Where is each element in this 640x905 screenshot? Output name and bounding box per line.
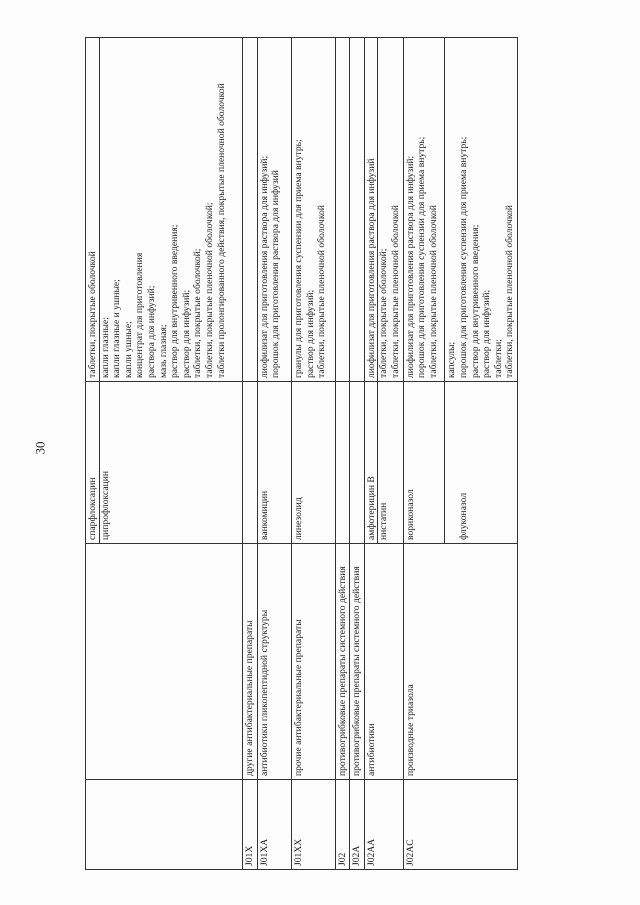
form-line: порошок для приготовления суспензии для приема внутрь; [416,136,428,378]
drug-cell [335,382,350,544]
group-cell: производные триазола [403,544,445,780]
form-cell [291,38,335,382]
group-cell: другие антибактериальные препараты [243,544,258,780]
table-row [86,38,243,870]
form-line: капли глазные и ушные; [111,279,123,378]
group-cell: антибиотики [364,544,403,780]
drug-name: нистатин [377,382,390,543]
form-line: капли глазные; [99,317,111,378]
form-line: таблетки, покрытые оболочкой [87,38,100,381]
atc-code-cell: J02AC [403,780,445,870]
group-cell: противогрибковые препараты системного действия [350,544,365,780]
atc-code-cell: J02A [350,780,365,870]
form-cell [445,38,518,382]
atc-code-cell: J01XA [257,780,291,870]
drug-name: ципрофлоксацин [99,382,112,543]
form-line: раствор для инфузий; [481,289,493,378]
atc-code-cell: J01X [243,780,258,870]
group-cell: прочие антибактериальные препараты [291,544,335,780]
table-row [350,38,365,870]
table-row [291,38,335,870]
form-line: лиофилизат для приготовления раствора для инфузий; [258,155,270,378]
form-cell [364,38,403,382]
table-row [364,38,403,870]
form-line: раствор для инфузий; [180,289,192,378]
form-line: таблетки, покрытые пленочной оболочкой; [203,202,215,378]
form-line: таблетки, покрытые пленочной оболочкой [427,205,439,378]
table-row [445,38,518,870]
form-cell [243,38,258,382]
form-line: раствор для внутривенного введения; [469,224,481,378]
atc-code-cell: J01XX [291,780,335,870]
form-cell [350,38,365,382]
group-cell: противогрибковые препараты системного действия [335,544,350,780]
form-line: капли ушные; [122,321,134,378]
drug-cell [364,382,403,544]
form-line: таблетки, покрытые оболочкой; [378,248,390,378]
form-line: порошок для приготовления раствора для инфузий [270,170,282,378]
form-line: лиофилизат для приготовления раствора для инфузий [366,38,379,381]
form-line: таблетки; [492,339,504,378]
drug-cell [350,382,365,544]
drug-cell: флуконазол [445,382,518,544]
group-cell [445,544,518,780]
drug-cell: ванкомицин [257,382,291,544]
page-number: 30 [32,441,48,455]
atc-code-cell [86,780,243,870]
drug-name: спарфлоксацин [87,477,98,540]
form-line: таблетки пролонгированного действия, покрытые пленочной оболочкой [215,83,227,378]
form-line: мазь глазная; [157,324,169,378]
atc-code-cell: J02 [335,780,350,870]
table-row [403,38,445,870]
drug-cell [243,382,258,544]
form-line: таблетки, покрытые пленочной оболочкой [504,205,516,378]
rotated-table-container [85,38,555,870]
form-cell [403,38,445,382]
form-line: раствор для внутривенного введения; [169,224,181,378]
group-cell: антибиотики гликопептидной структуры [257,544,291,780]
form-line: раствор для инфузий; [304,289,316,378]
form-line: концентрат для приготовления раствора для инфузий; [134,252,157,378]
drug-table [85,37,518,870]
drug-name: амфотерицин В [365,476,377,540]
form-line: гранулы для приготовления суспензии для приема внутрь; [292,139,304,378]
form-line: таблетки, покрытые пленочной оболочкой [390,205,402,378]
form-line: таблетки, покрытые пленочной оболочкой [316,205,328,378]
table-row [257,38,291,870]
atc-code-cell: J02AA [364,780,403,870]
drug-cell [86,382,243,544]
table-row [243,38,258,870]
form-cell [257,38,291,382]
drug-cell: линезолид [291,382,335,544]
form-line: таблетки, покрытые оболочкой; [192,248,204,378]
atc-code-cell [445,780,518,870]
form-cell [86,38,243,382]
table-row [335,38,350,870]
drug-cell: вориконазол [403,382,445,544]
form-cell [335,38,350,382]
form-line: капсулы; [446,341,458,378]
form-line: лиофилизат для приготовления раствора для инфузий; [404,155,416,378]
group-cell [86,544,243,780]
form-line: порошок для приготовления суспензии для приема внутрь; [458,136,470,378]
